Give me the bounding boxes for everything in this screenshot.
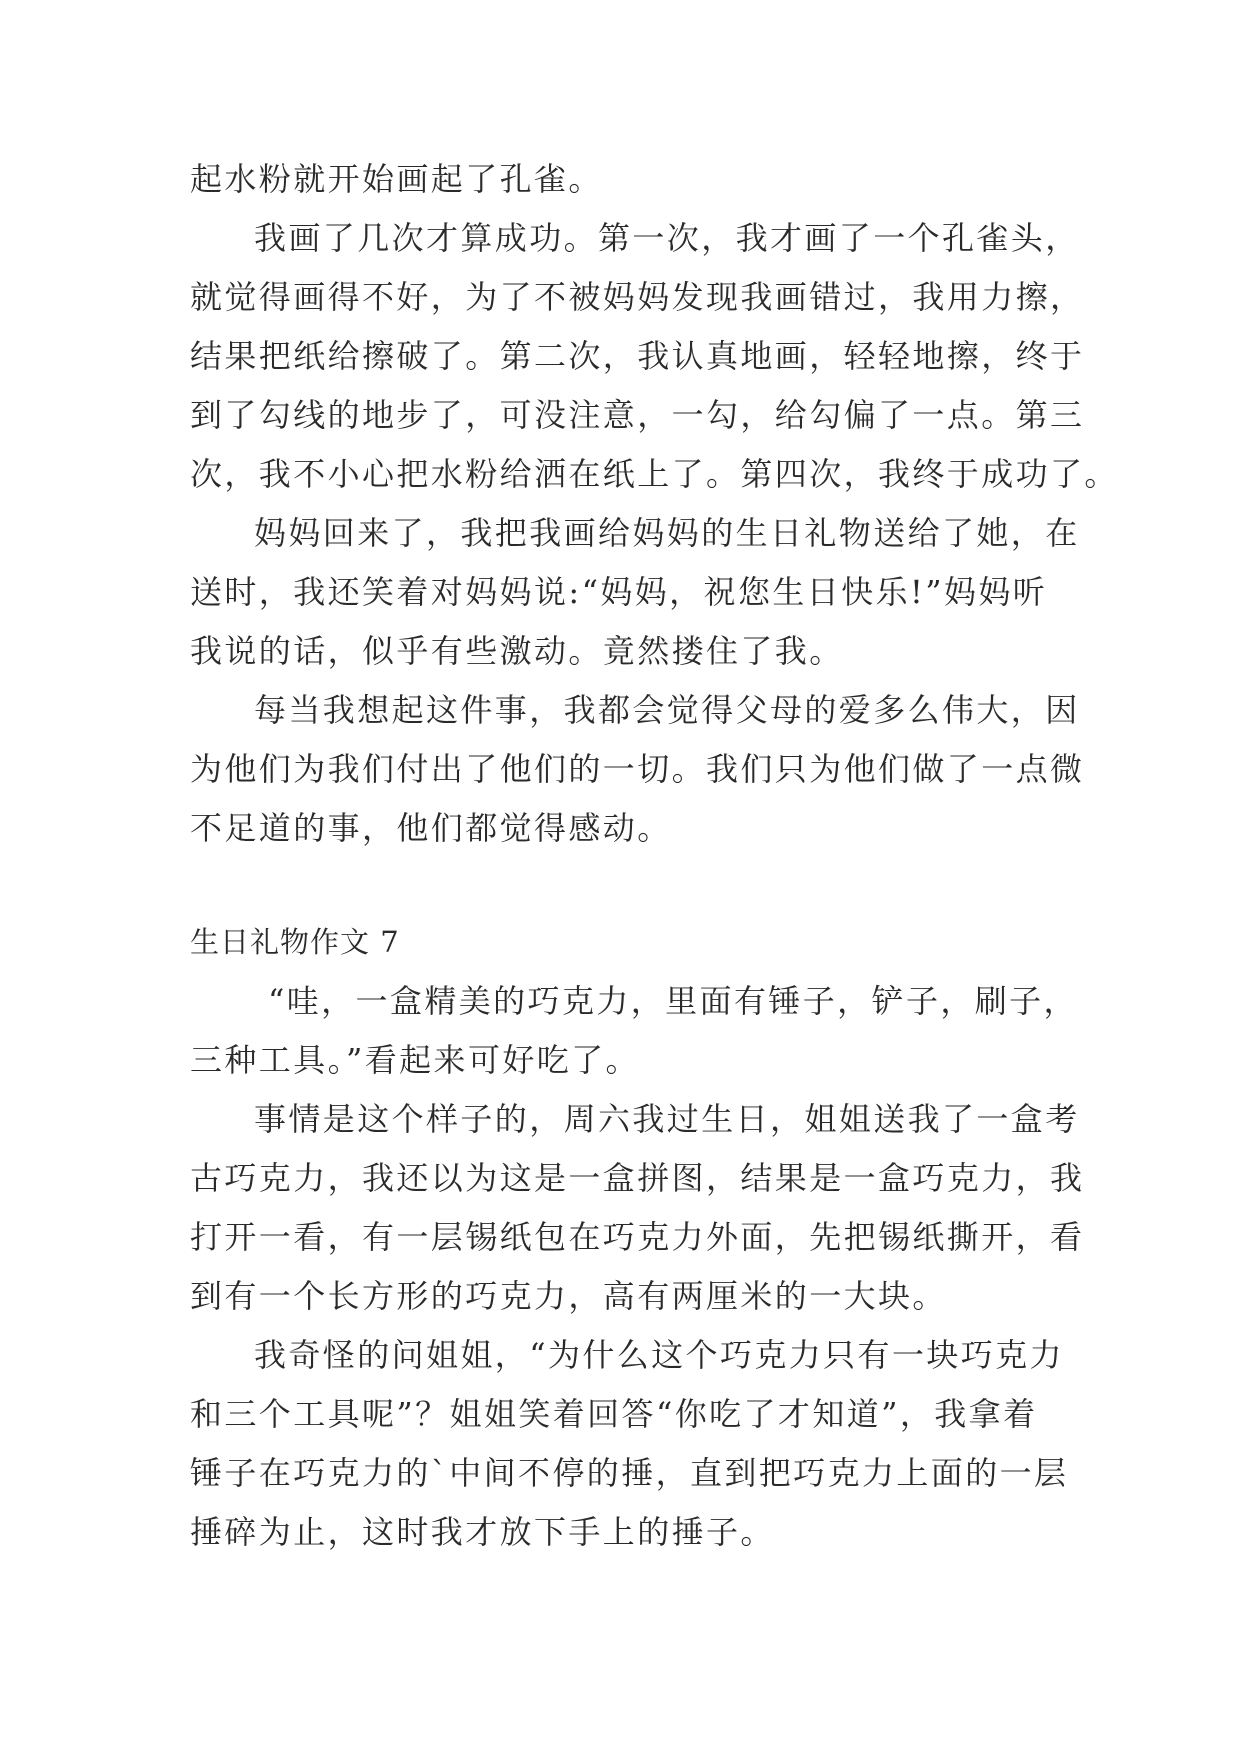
text-line: 和三个工具呢”？姐姐笑着回答“你吃了才知道”，我拿着 <box>190 1395 1038 1433</box>
text-line: 妈妈回来了，我把我画给妈妈的生日礼物送给了她，在 <box>254 514 1080 552</box>
section-gap <box>190 858 1090 913</box>
text-line: 次，我不小心把水粉给洒在纸上了。第四次，我终于成功了。 <box>190 455 1119 493</box>
text-line: “哇，一盒精美的巧克力，里面有锤子，铲子，刷子， <box>268 982 1078 1020</box>
text-line: 我奇怪的问姐姐，“为什么这个巧克力只有一块巧克力 <box>254 1336 1064 1374</box>
paragraph <box>190 681 1090 858</box>
text-line: 锤子在巧克力的`中间不停的捶，直到把巧克力上面的一层 <box>190 1454 1069 1492</box>
text-line: 结果把纸给擦破了。第二次，我认真地画，轻轻地擦，终于 <box>190 337 1085 375</box>
paragraph <box>190 972 1090 1090</box>
text-line: 古巧克力，我还以为这是一盒拼图，结果是一盒巧克力，我 <box>190 1159 1085 1197</box>
document-body <box>190 150 1119 1562</box>
text-line: 每当我想起这件事，我都会觉得父母的爱多么伟大，因 <box>254 691 1080 729</box>
text-line: 事情是这个样子的，周六我过生日，姐姐送我了一盒考 <box>254 1100 1080 1138</box>
essay-heading: 生日礼物作文 7 <box>190 925 400 959</box>
paragraph <box>190 1326 1090 1562</box>
text-line: 打开一看，有一层锡纸包在巧克力外面，先把锡纸撕开，看 <box>190 1218 1085 1256</box>
text-line: 到了勾线的地步了，可没注意，一勾，给勾偏了一点。第三 <box>190 396 1085 434</box>
text-line: 我说的话，似乎有些激动。竟然搂住了我。 <box>190 632 844 670</box>
text-line: 为他们为我们付出了他们的一切。我们只为他们做了一点微 <box>190 750 1085 788</box>
text-line: 就觉得画得不好，为了不被妈妈发现我画错过，我用力擦， <box>190 278 1085 316</box>
paragraph <box>190 1090 1090 1326</box>
text-line: 我画了几次才算成功。第一次，我才画了一个孔雀头， <box>254 219 1080 257</box>
text-line: 到有一个长方形的巧克力，高有两厘米的一大块。 <box>190 1277 947 1315</box>
paragraph <box>190 209 1119 504</box>
text-line: 不足道的事，他们都觉得感动。 <box>190 809 672 847</box>
paragraph <box>190 504 1090 681</box>
text-line: 三种工具。”看起来可好吃了。 <box>190 1041 640 1079</box>
text-line: 送时，我还笑着对妈妈说:“妈妈，祝您生日快乐!”妈妈听 <box>190 573 1048 611</box>
text-line: 起水粉就开始画起了孔雀。 <box>190 160 603 198</box>
text-line: 捶碎为止，这时我才放下手上的捶子。 <box>190 1513 775 1551</box>
